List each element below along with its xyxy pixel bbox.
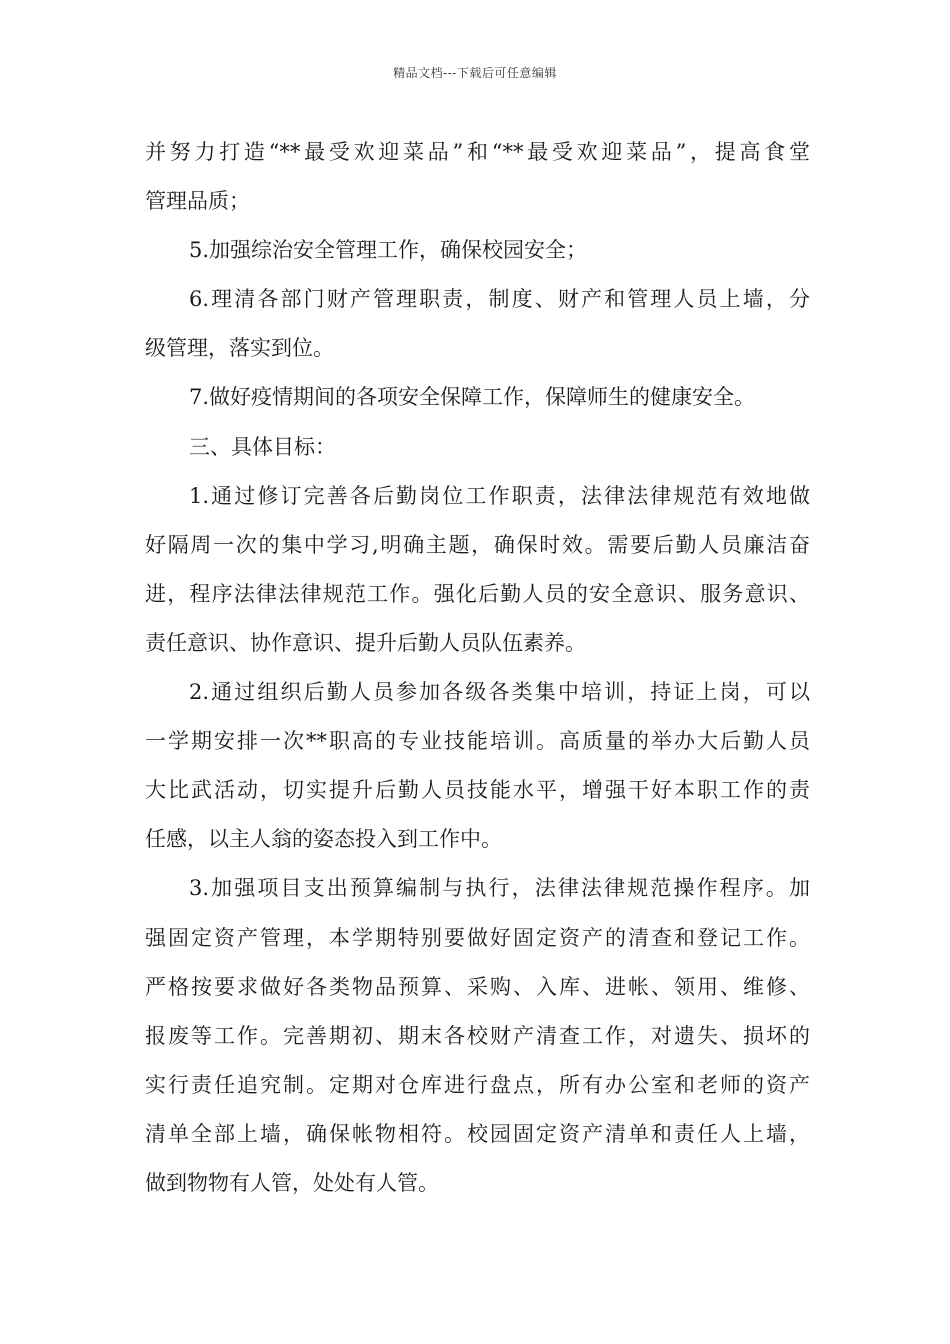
text-line: 1.通过修订完善各后勤岗位工作职责，法律法律规范有效地做 — [189, 483, 810, 508]
text-line: 报废等工作。完善期初、期末各校财产清查工作，对遗失、损坏的 — [145, 1023, 810, 1048]
text-line: 实行责任追究制。定期对仓库进行盘点，所有办公室和老师的资产 — [145, 1072, 810, 1097]
page-header: 精品文档---下载后可任意编辑 — [393, 66, 557, 80]
text-line: 进，程序法律法律规范工作。强化后勤人员的安全意识、服务意识、 — [145, 581, 810, 606]
text-line: 做到物物有人管，处处有人管。 — [145, 1170, 439, 1195]
text-line: 大比武活动，切实提升后勤人员技能水平，增强干好本职工作的责 — [145, 778, 810, 803]
text-line: 管理品质； — [145, 189, 250, 214]
text-line: 清单全部上墙，确保帐物相符。校园固定资产清单和责任人上墙， — [145, 1121, 810, 1146]
text-line: 一学期安排一次**职高的专业技能培训。高质量的举办大后勤人员 — [145, 729, 810, 754]
text-line: 任感，以主人翁的姿态投入到工作中。 — [145, 827, 502, 852]
text-line: 严格按要求做好各类物品预算、采购、入库、进帐、领用、维修、 — [145, 974, 810, 999]
text-line: 级管理，落实到位。 — [145, 336, 334, 361]
text-line: 5.加强综治安全管理工作，确保校园安全； — [189, 238, 588, 263]
text-line: 强固定资产管理，本学期特别要做好固定资产的清查和登记工作。 — [145, 925, 810, 950]
text-line: 并努力打造“**最受欢迎菜品”和“**最受欢迎菜品”，提高食堂 — [145, 140, 810, 164]
text-line: 好隔周一次的集中学习,明确主题，确保时效。需要后勤人员廉洁奋 — [145, 532, 810, 557]
text-line: 责任意识、协作意识、提升后勤人员队伍素养。 — [145, 630, 586, 655]
text-line: 6.理清各部门财产管理职责，制度、财产和管理人员上墙，分 — [189, 287, 810, 312]
text-line: 7.做好疫情期间的各项安全保障工作，保障师生的健康安全。 — [189, 385, 756, 410]
document-body — [145, 128, 810, 1208]
text-line: 三、具体目标： — [189, 434, 336, 459]
text-line: 2.通过组织后勤人员参加各级各类集中培训，持证上岗，可以 — [189, 680, 810, 705]
text-line: 3.加强项目支出预算编制与执行，法律法律规范操作程序。加 — [189, 876, 810, 901]
